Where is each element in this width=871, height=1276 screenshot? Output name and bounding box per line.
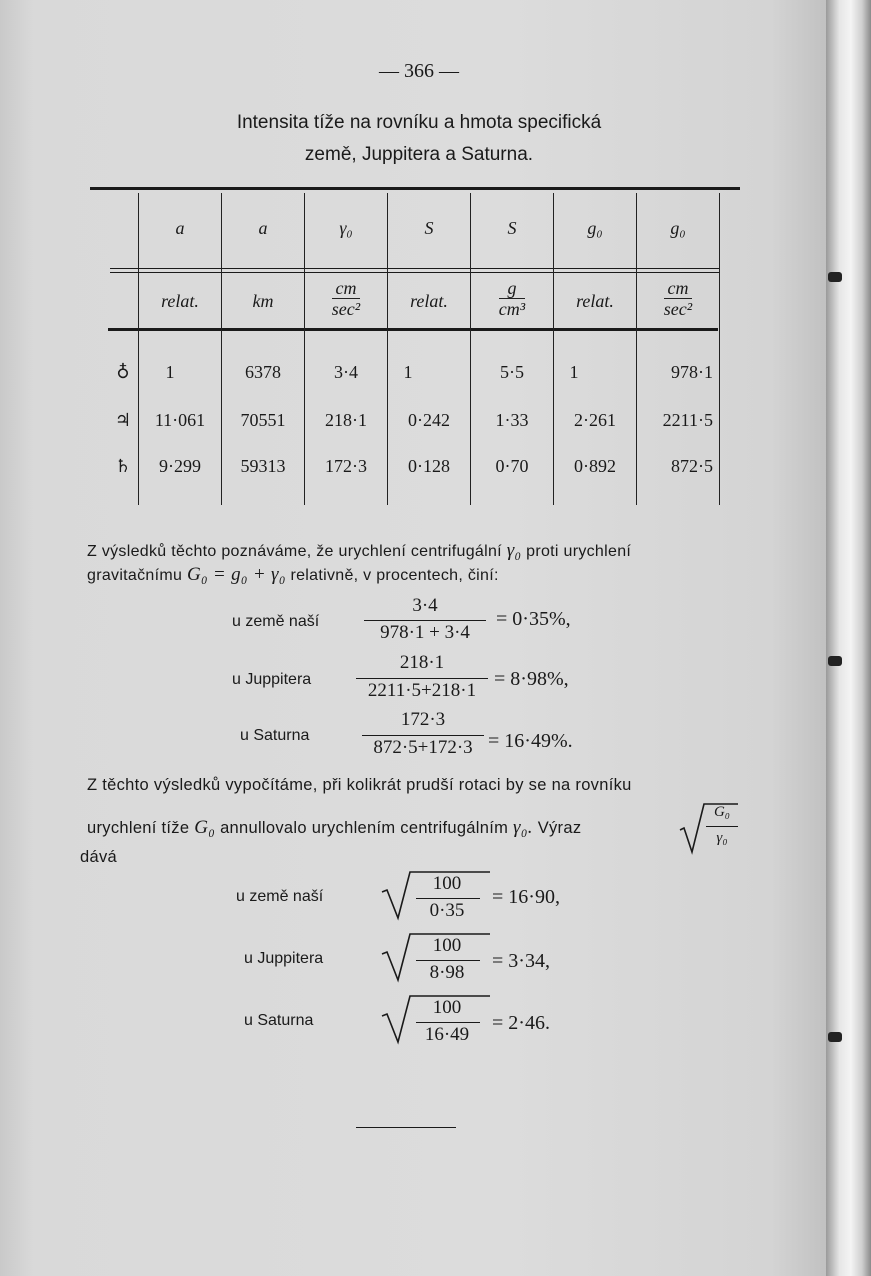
paragraph-line	[87, 817, 687, 839]
table-cell: 872·5	[671, 456, 713, 476]
col-header-a-relat: a	[175, 218, 185, 238]
math-formula: G₀ = g₀ + γ₀	[186, 564, 286, 585]
col-header-s-relat: S	[424, 218, 434, 238]
fraction-bar	[416, 898, 480, 899]
paragraph-line	[87, 540, 747, 562]
fraction-bar	[706, 826, 738, 827]
table-cell: 5·5	[500, 362, 524, 382]
table-cell: 0·892	[574, 456, 616, 476]
root-numerator: 100	[432, 997, 462, 1018]
equation-label: u Juppitera	[232, 671, 312, 688]
table-header-rule	[110, 268, 720, 269]
table-cell: 9·299	[159, 456, 201, 476]
table-cell: 2·261	[574, 410, 616, 430]
table-cell: 172·3	[325, 456, 367, 476]
table-cell: 0·242	[408, 410, 450, 430]
root-numerator: G₀	[713, 804, 731, 820]
fraction-numerator: 172·3	[400, 709, 446, 730]
fraction-denominator: 2211·5+218·1	[367, 680, 477, 701]
equation-label: u Saturna	[240, 727, 310, 744]
root-denominator: 0·35	[429, 900, 465, 921]
table-cell: 0·70	[495, 456, 529, 476]
text-run: Výraz	[537, 819, 582, 837]
planet-symbol-saturn: ♄	[114, 456, 132, 476]
equation-result: = 16·49%.	[488, 730, 573, 752]
equation-result: = 16·90,	[492, 886, 560, 908]
equation-result: = 3·34,	[492, 950, 550, 972]
table-column-divider	[138, 193, 139, 505]
table-cell: 978·1	[671, 362, 713, 382]
col-header-s-abs: S	[507, 218, 517, 238]
table-cell: 1	[569, 362, 579, 382]
table-cell: 59313	[240, 456, 286, 476]
table-cell: 70551	[240, 410, 286, 430]
equation-result: = 2·46.	[492, 1012, 550, 1034]
math-symbol: γ₀.	[513, 817, 533, 838]
text-run: annullovalo urychlením centrifugálním	[220, 819, 509, 837]
equation-label: u země naší	[232, 613, 320, 630]
binding-hole	[828, 656, 842, 666]
page-number: — 366 —	[379, 60, 459, 82]
book-spine	[826, 0, 871, 1276]
col-header-g-relat: g₀	[587, 218, 603, 238]
table-cell: 3·4	[334, 362, 358, 382]
fraction-bar	[362, 735, 484, 736]
planet-symbol-jupiter: ♃	[114, 410, 132, 430]
fraction-bar	[364, 620, 486, 621]
table-column-divider	[719, 193, 720, 505]
fraction-numerator: 3·4	[412, 595, 438, 616]
table-cell: 11·061	[154, 410, 206, 430]
text-run: relativně, v procentech, činí:	[290, 567, 499, 584]
paragraph-line	[87, 564, 747, 586]
text-run: Z výsledků těchto poznáváme, že urychlení centrifugální	[87, 543, 502, 560]
text-run: proti urychlení	[526, 543, 632, 560]
page-title-line1: Intensita tíže na rovníku a hmota specifická	[236, 112, 602, 133]
equation-label: u Saturna	[244, 1012, 314, 1029]
end-rule	[356, 1127, 456, 1128]
unit-g-abs: $\frac{cm}{\text{sec²}}$	[663, 278, 693, 319]
table-cell: 1	[165, 362, 175, 382]
fraction-bar	[356, 678, 488, 679]
table-cell: 0·128	[408, 456, 450, 476]
unit-a-relat: relat.	[161, 291, 199, 311]
fraction-bar	[416, 1022, 480, 1023]
root-denominator: 8·98	[429, 962, 465, 983]
unit-g-relat: relat.	[576, 291, 614, 311]
table-header-rule	[110, 272, 720, 273]
table-cell: 2211·5	[662, 410, 713, 430]
table-cell: 6378	[245, 362, 281, 382]
page-title-line2: země, Juppitera a Saturna.	[304, 144, 534, 165]
equation-result: = 8·98%,	[494, 668, 569, 690]
math-symbol: G₀	[194, 817, 216, 838]
root-denominator: γ₀	[716, 830, 728, 846]
fraction-denominator: 978·1 + 3·4	[380, 622, 470, 643]
table-units-rule	[108, 328, 718, 331]
text-run: urychlení tíže	[87, 819, 190, 837]
table-cell: 1·33	[495, 410, 529, 430]
paragraph-line: dává	[80, 848, 117, 866]
unit-s-abs: $\frac{g}{\text{cm³}}$	[498, 278, 526, 319]
col-header-gamma: γ₀	[339, 218, 353, 238]
paragraph-line: Z těchto výsledků vypočítáme, při kolikrát prudší rotaci by se na rovníku	[87, 776, 632, 794]
fraction-denominator: 872·5+172·3	[373, 737, 473, 758]
unit-a-km: km	[252, 291, 274, 311]
equation-label: u země naší	[236, 888, 324, 905]
table-cell: 1	[403, 362, 413, 382]
fraction-numerator: 218·1	[399, 652, 445, 673]
table-top-rule	[90, 187, 740, 190]
root-denominator: 16·49	[424, 1024, 470, 1045]
root-numerator: 100	[432, 873, 462, 894]
col-header-g-abs: g₀	[670, 218, 686, 238]
binding-hole	[828, 272, 842, 282]
table-cell: 218·1	[325, 410, 367, 430]
unit-gamma: $\frac{cm}{\text{sec²}}$	[331, 278, 361, 319]
equation-result: = 0·35%,	[496, 608, 571, 630]
binding-hole	[828, 1032, 842, 1042]
equation-label: u Juppitera	[244, 950, 324, 967]
col-header-a-km: a	[258, 218, 268, 238]
root-numerator: 100	[432, 935, 462, 956]
unit-s-relat: relat.	[410, 291, 448, 311]
text-run: gravitačnímu	[87, 567, 183, 584]
math-symbol: γ₀	[506, 540, 522, 561]
fraction-bar	[416, 960, 480, 961]
planet-symbol-earth: ♁	[116, 362, 130, 382]
